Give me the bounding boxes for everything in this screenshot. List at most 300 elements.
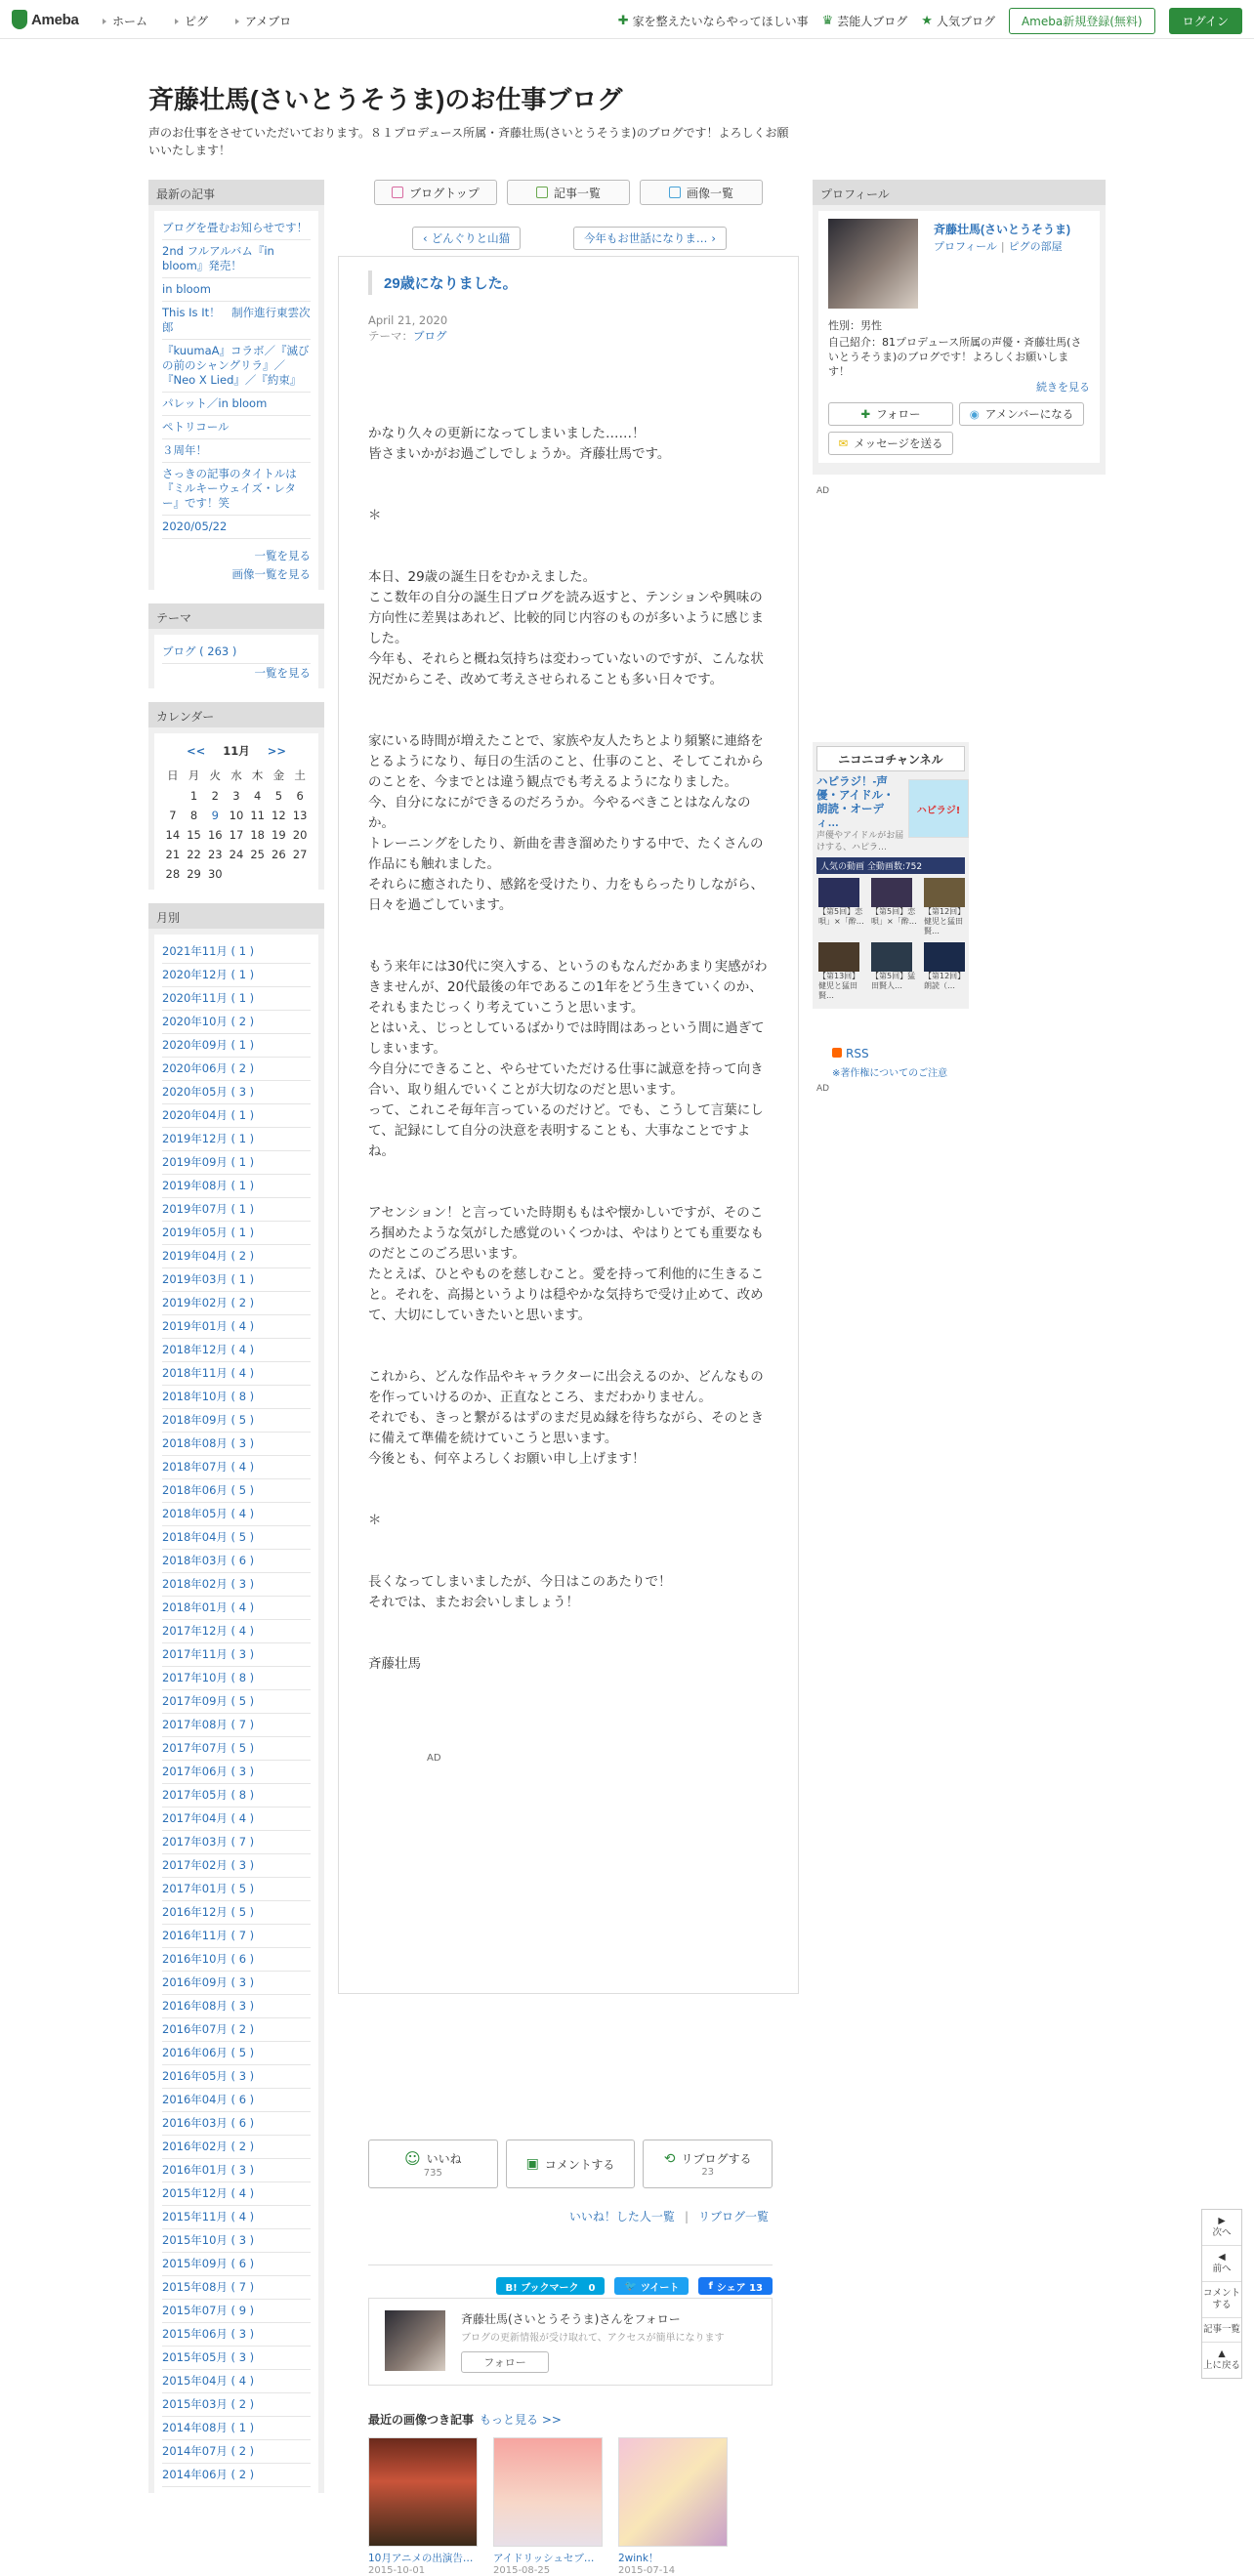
niconico-video-item[interactable]: [871, 942, 918, 1001]
archive-month-link[interactable]: 2015年11月 ( 4 ): [162, 2206, 311, 2229]
niconico-video-item[interactable]: [924, 878, 971, 936]
latest-entry-link[interactable]: 2nd フルアルバム『in bloom』発売！: [162, 240, 311, 278]
video-title: 【第12回】健児と猛田賢…: [924, 907, 966, 935]
archive-month-link[interactable]: 2016年05月 ( 3 ): [162, 2065, 311, 2089]
video-title: 【第5回】恋唄」×「酔…: [818, 907, 864, 926]
nav-home-link[interactable]: ホーム: [103, 13, 147, 29]
archive-month-link[interactable]: 2021年11月 ( 1 ): [162, 940, 311, 964]
archive-month-link[interactable]: 2017年07月 ( 5 ): [162, 1737, 311, 1761]
archive-month-link[interactable]: 2016年01月 ( 3 ): [162, 2159, 311, 2182]
archive-month-link[interactable]: 2015年07月 ( 9 ): [162, 2300, 311, 2323]
archive-month-link[interactable]: 2015年05月 ( 3 ): [162, 2347, 311, 2370]
archive-month-link[interactable]: 2019年09月 ( 1 ): [162, 1151, 311, 1175]
float-comment-button[interactable]: コメントする: [1202, 2282, 1241, 2318]
calendar-day: 26: [272, 848, 286, 861]
video-thumbnail: [924, 942, 965, 972]
archive-month-link[interactable]: 2015年10月 ( 3 ): [162, 2229, 311, 2253]
archive-month-link[interactable]: 2020年05月 ( 3 ): [162, 1081, 311, 1104]
recent-thumb-2[interactable]: [493, 2437, 603, 2576]
profile-avatar[interactable]: [828, 219, 918, 309]
profile-links: [934, 238, 1063, 254]
copyright-notice-link[interactable]: ※著作権についてのご注意: [832, 1068, 948, 1079]
archive-month-link[interactable]: 2017年03月 ( 7 ): [162, 1831, 311, 1854]
archive-month-link[interactable]: 2015年06月 ( 3 ): [162, 2323, 311, 2347]
facebook-icon: f: [708, 2280, 713, 2292]
follow-box-sub: ブログの更新情報が受け取れて、アクセスが簡単になります: [461, 2333, 725, 2344]
pigg-room-link[interactable]: ピグの部屋: [1008, 240, 1063, 253]
archive-month-link[interactable]: 2017年10月 ( 8 ): [162, 1667, 311, 1690]
calendar-day: 13: [292, 809, 308, 822]
niconico-channel-badge[interactable]: ハピラジ!: [908, 779, 969, 838]
calendar-day: 6: [296, 789, 304, 803]
calendar-day: 3: [232, 789, 240, 803]
archive-month-link[interactable]: 2020年04月 ( 1 ): [162, 1104, 311, 1128]
archive-header: 月別: [148, 903, 324, 929]
left-sidebar: [148, 180, 324, 2507]
facebook-share-button[interactable]: [698, 2277, 773, 2295]
archive-month-link[interactable]: 2014年06月 ( 2 ): [162, 2464, 311, 2487]
thumb-title: 2wink！: [618, 2553, 659, 2564]
archive-month-link[interactable]: 2020年12月 ( 1 ): [162, 964, 311, 987]
chevron-left-icon: ‹: [423, 231, 428, 245]
profile-intro: 自己紹介：81プロデュース所属の声優・斉藤壮馬(さいとうそうま)のブログです！よろしくお願いします！: [828, 336, 1082, 378]
calendar-weekday: 火: [209, 769, 221, 782]
article-title[interactable]: 29歳になりました。: [368, 270, 769, 295]
calendar-day: 5: [274, 789, 283, 803]
facebook-share-label: シェア 13: [716, 2282, 763, 2294]
calendar-prev-link[interactable]: <<: [186, 744, 206, 758]
archive-month-link[interactable]: 2019年07月 ( 1 ): [162, 1198, 311, 1222]
image-list-label: 画像一覧: [686, 186, 733, 200]
archive-month-link[interactable]: 2016年03月 ( 6 ): [162, 2112, 311, 2136]
ameba-logo-icon: [12, 10, 27, 29]
article-theme-prefix: テーマ：: [368, 329, 413, 343]
separator: |: [1000, 240, 1005, 253]
calendar-weekday: 金: [272, 769, 285, 782]
video-thumbnail: [924, 878, 965, 907]
float-top-label: 上に戻る: [1202, 2360, 1240, 2371]
next-article-label: 今年もお世話になりま…: [583, 231, 708, 245]
video-thumbnail: [871, 878, 912, 907]
celebrity-blog-label: 芸能人ブログ: [837, 15, 908, 28]
article-date: April 21, 2020: [368, 313, 448, 327]
archive-month-link[interactable]: 2016年11月 ( 7 ): [162, 1925, 311, 1948]
archive-month-link[interactable]: 2020年10月 ( 2 ): [162, 1011, 311, 1034]
archive-month-link[interactable]: 2019年08月 ( 1 ): [162, 1175, 311, 1198]
floating-nav: [1201, 2209, 1242, 2379]
thumb-date: 2015-10-01: [368, 2565, 426, 2576]
video-title: 【第12回】朗読（…: [924, 972, 966, 990]
archive-month-link[interactable]: 2018年05月 ( 4 ): [162, 1503, 311, 1526]
blog-top-button[interactable]: [374, 180, 497, 205]
calendar-day: [289, 864, 311, 884]
archive-month-link[interactable]: 2018年04月 ( 5 ): [162, 1526, 311, 1550]
archive-month-link[interactable]: 2017年02月 ( 3 ): [162, 1854, 311, 1878]
envelope-icon: ✉: [838, 436, 849, 450]
archive-month-link[interactable]: 2016年02月 ( 2 ): [162, 2136, 311, 2159]
niconico-video-item[interactable]: [818, 942, 865, 1001]
prev-article-label: どんぐりと山猫: [431, 231, 511, 245]
archive-month-link[interactable]: 2015年03月 ( 2 ): [162, 2393, 311, 2417]
blog-top-label: ブログトップ: [409, 186, 480, 200]
blog-header: [148, 80, 871, 159]
message-button[interactable]: [828, 432, 953, 455]
triangle-left-icon: ◀: [1218, 2252, 1226, 2263]
profile-inner: [818, 211, 1100, 463]
float-next-label: 次へ: [1212, 2227, 1232, 2238]
calendar-day: 1: [189, 789, 198, 803]
archive-month-link[interactable]: 2018年06月 ( 5 ): [162, 1479, 311, 1503]
calendar-day: 25: [250, 848, 265, 861]
thumb-title: 10月アニメの出演告…: [368, 2553, 474, 2564]
archive-month-link[interactable]: 2019年05月 ( 1 ): [162, 1222, 311, 1245]
twitter-icon: 🐦: [624, 2280, 637, 2292]
recent-image-entries: [368, 2411, 773, 2576]
recent-images-more-link[interactable]: もっと見る >>: [480, 2413, 562, 2427]
archive-month-link[interactable]: 2018年03月 ( 6 ): [162, 1550, 311, 1573]
archive-month-link[interactable]: 2015年04月 ( 4 ): [162, 2370, 311, 2393]
archive-month-link[interactable]: 2016年04月 ( 6 ): [162, 2089, 311, 2112]
calendar-day: 7: [169, 809, 177, 822]
calendar-day: 12: [272, 809, 286, 822]
calendar-weekday: 日: [167, 769, 179, 782]
main-content: [338, 180, 799, 2576]
profile-continue-link[interactable]: 続きを見る: [1036, 381, 1090, 394]
archive-month-link[interactable]: 2014年08月 ( 1 ): [162, 2417, 311, 2440]
calendar-day: 16: [207, 828, 223, 842]
video-count: 全動画数:752: [866, 862, 923, 872]
float-list-button[interactable]: 記事一覧: [1202, 2318, 1241, 2343]
entry-list-button[interactable]: [507, 180, 630, 205]
next-article-button[interactable]: [573, 227, 727, 250]
calendar-day: 2: [211, 789, 219, 803]
ameba-logo[interactable]: [12, 9, 79, 30]
image-list-button[interactable]: [640, 180, 763, 205]
reaction-links: [569, 2208, 769, 2224]
follow-box: [368, 2298, 773, 2386]
calendar-day: [226, 864, 247, 884]
profile-gender: 性別：男性: [828, 319, 882, 332]
recent-thumbnails: [368, 2437, 773, 2576]
archive-month-link[interactable]: 2017年01月 ( 5 ): [162, 1878, 311, 1901]
video-thumbnail: [871, 942, 912, 972]
plus-icon: ✚: [617, 14, 629, 28]
reblog-button[interactable]: [643, 2140, 773, 2188]
reblog-list-link[interactable]: リブログ一覧: [697, 2210, 769, 2223]
calendar-icon: [392, 187, 403, 198]
calendar-day: 27: [292, 848, 308, 861]
archive-month-link[interactable]: 2020年06月 ( 2 ): [162, 1058, 311, 1081]
follow-box-name: 斉藤壮馬(さいとうそうま)さんをフォロー: [461, 2312, 681, 2326]
calendar-day: 30: [207, 867, 223, 881]
archive-month-link[interactable]: 2018年02月 ( 3 ): [162, 1573, 311, 1597]
calendar-box: [148, 702, 324, 890]
archive-list: [154, 935, 318, 2493]
latest-entry-link[interactable]: This Is It！ 制作進行東雲次郎: [162, 302, 311, 340]
like-count: 735: [423, 2168, 442, 2179]
float-prev-button[interactable]: [1202, 2246, 1241, 2282]
amember-icon: ◉: [969, 407, 980, 421]
recent-thumb-3[interactable]: [618, 2437, 728, 2576]
calendar-day: 19: [272, 828, 286, 842]
archive-month-link[interactable]: 2018年01月 ( 4 ): [162, 1597, 311, 1620]
calendar-day: 17: [229, 828, 244, 842]
like-button[interactable]: [368, 2140, 498, 2188]
reblog-count: 23: [701, 2167, 715, 2178]
calendar: [154, 733, 318, 890]
archive-month-link[interactable]: 2017年08月 ( 7 ): [162, 1714, 311, 1737]
thumb-date: 2015-08-25: [493, 2565, 551, 2576]
thumb-title: アイドリッシュセブ…: [493, 2553, 595, 2564]
archive-month-link[interactable]: 2020年09月 ( 1 ): [162, 1034, 311, 1058]
comment-icon: ▣: [525, 2156, 539, 2172]
calendar-weekday: 水: [230, 769, 242, 782]
archive-month-link[interactable]: 2018年08月 ( 3 ): [162, 1433, 311, 1456]
calendar-day: 4: [254, 789, 262, 803]
niconico-video-item[interactable]: [818, 878, 865, 936]
calendar-day: 21: [165, 848, 181, 861]
login-button[interactable]: ログイン: [1169, 8, 1242, 34]
archive-month-link[interactable]: 2018年11月 ( 4 ): [162, 1362, 311, 1386]
article-pager: [338, 227, 799, 250]
archive-month-link[interactable]: 2018年12月 ( 4 ): [162, 1339, 311, 1362]
comment-label: コメントする: [544, 2157, 615, 2172]
reaction-buttons: [368, 2140, 773, 2188]
calendar-month: 11月: [223, 744, 250, 758]
niconico-channel-desc: 声優やアイドルがお届けする、ハピラ…: [816, 831, 904, 852]
calendar-day: 22: [187, 848, 201, 861]
crown-icon: ♛: [821, 14, 834, 28]
theme-item[interactable]: ブログ ( 263 ): [162, 641, 311, 664]
archive-month-link[interactable]: 2018年10月 ( 8 ): [162, 1386, 311, 1409]
calendar-day: 11: [250, 809, 265, 822]
theme-header: テーマ: [148, 603, 324, 629]
separator: |: [684, 2210, 689, 2223]
liked-by-link[interactable]: いいね！した人一覧: [568, 2210, 675, 2223]
archive-month-link[interactable]: 2018年09月 ( 5 ): [162, 1409, 311, 1433]
archive-month-link[interactable]: 2014年07月 ( 2 ): [162, 2440, 311, 2464]
float-prev-label: 前へ: [1212, 2264, 1232, 2274]
archive-month-link[interactable]: 2017年04月 ( 4 ): [162, 1807, 311, 1831]
list-icon: [536, 187, 548, 198]
latest-entries-box: [148, 180, 324, 590]
niconico-popular-bar: [816, 857, 965, 874]
calendar-day: 14: [165, 828, 181, 842]
archive-month-link[interactable]: 2017年06月 ( 3 ): [162, 1761, 311, 1784]
calendar-day: [269, 864, 290, 884]
prev-article-button[interactable]: [412, 227, 521, 250]
calendar-day: 15: [187, 828, 201, 842]
niconico-video-item[interactable]: [924, 942, 971, 1001]
ad-label: AD: [816, 1084, 830, 1094]
latest-more-link[interactable]: 一覧を見る: [254, 549, 311, 562]
calendar-header: カレンダー: [148, 702, 324, 727]
article-body: かなり久々の更新になってしまいました……！ 皆さまいかがお過ごしでしょうか。斉藤壮馬です。 ＊ 本日、29歳の誕生日をむかえました。 ここ数年の自分の誕生日ブログを読み返すと、テンションや興味の方向性に差異はあれど、比較的同じ内容のものが多いように感じました。 今年も、それらと概ね気持ちは変わっていないのですが、こんな状況だからこそ、改めて考えさせられることも多い日々です。 家にいる時間が増えたことで、家族や友人たちとより頻繁に連絡をとるようになり、毎日の生活のこと、仕事のこと、そしてこれからのことを、今までとは違う観点でも考えるようになりました。 今、自分になにができるのだろうか。今やるべきことはなんなのか。 トレーニングをしたり、新曲を書き溜めたりする中で、たくさんの作品にも触れました。 それらに癒されたり、感銘を受けたり、力をもらったりしながら、日々を過ごしています。 もう来年には30代に突入する、というのもなんだかあまり実感がわきませんが、20代最後の年であるこの1年をどう生きていくのか、それもまたじっくり考えていこうと思います。 とはいえ、じっとしているばかりでは時間はあっという間に過ぎてしまいます。 今自分にできること、やらせていただける仕事に誠意を持って向き合い、取り組んでいくことが大切なのだと思います。 って、これこそ毎年言っているのだけど。でも、こうして言葉にして、記録にして自分の決意を表明することも、大事なことですよね。 アセンション！と言っていた時期ももはや懐かしいですが、そのころ掴めたような気がした感覚のいくつかは、やはりとても重要なものだとこのごろ思います。 たとえば、ひとやものを慈しむこと。愛を持って利他的に生きること。それを、高揚というよりは穏やかな気持ちで受け止めて、改めて、大切にしていきたいと思います。 これから、どんな作品やキャラクターに出会えるのか、どんなものを作っていけるのか、正直なところ、まだわかりません。 それでも、きっと繋がるはずのまだ見ぬ縁を待ちながら、そのときに備えて準備を続けていこうと思います。 今後とも、何卒よろしくお願い申し上げます！ ＊ 長くなってしまいましたが、今日はこのあたりで！ それでは、またお会いしましょう！ 斉藤壮馬: [368, 426, 768, 1672]
calendar-day: 20: [292, 828, 308, 842]
archive-month-link[interactable]: 2019年03月 ( 1 ): [162, 1268, 311, 1292]
comment-button[interactable]: [506, 2140, 636, 2188]
calendar-day: [162, 786, 184, 806]
register-button[interactable]: Ameba新規登録(無料): [1009, 8, 1155, 34]
video-title: 【第5回】猛田賢人…: [871, 972, 916, 990]
float-next-button[interactable]: [1202, 2210, 1241, 2246]
archive-month-link[interactable]: 2017年09月 ( 5 ): [162, 1690, 311, 1714]
reblog-label: リブログする: [681, 2152, 752, 2166]
archive-month-link[interactable]: 2017年12月 ( 4 ): [162, 1620, 311, 1643]
top-navigation-bar: [0, 0, 1254, 39]
article: [338, 256, 799, 2576]
profile-name[interactable]: 斉藤壮馬(さいとうそうま): [934, 223, 1070, 236]
latest-entry-link[interactable]: ブログを畳むお知らせです！: [162, 217, 311, 240]
blog-description: 声のお仕事をさせていただいております。８１プロデュース所属・斉藤壮馬(さいとうそうま)のブログです！よろしくお願いいたします！: [148, 126, 789, 157]
archive-month-link[interactable]: 2016年12月 ( 5 ): [162, 1901, 311, 1925]
theme-list: [154, 635, 318, 688]
follow-box-button[interactable]: フォロー: [461, 2351, 549, 2373]
entry-list-label: 記事一覧: [553, 186, 601, 200]
calendar-day: 28: [165, 867, 181, 881]
theme-box: [148, 603, 324, 688]
celebrity-blog-link[interactable]: [822, 13, 908, 29]
tweet-label: ツイート: [640, 2282, 680, 2294]
profile-box: [813, 180, 1106, 475]
rss-label: RSS: [846, 1047, 869, 1060]
latest-entries-list: [154, 211, 318, 590]
chevron-right-icon: ›: [711, 231, 716, 245]
archive-month-link[interactable]: 2015年12月 ( 4 ): [162, 2182, 311, 2206]
recent-images-header: [368, 2411, 773, 2428]
like-label: いいね: [426, 2152, 462, 2166]
archive-month-link[interactable]: 2015年09月 ( 6 ): [162, 2253, 311, 2276]
archive-month-link[interactable]: 2017年11月 ( 3 ): [162, 1643, 311, 1667]
latest-entry-link[interactable]: ペトリコール: [162, 416, 311, 439]
archive-month-link[interactable]: 2016年08月 ( 3 ): [162, 1995, 311, 2018]
niconico-logo[interactable]: ニコニコチャンネル: [816, 746, 965, 771]
hatena-bookmark-button[interactable]: B! ブックマーク 0: [496, 2277, 606, 2295]
archive-month-link[interactable]: 2016年07月 ( 2 ): [162, 2018, 311, 2042]
archive-month-link[interactable]: 2019年01月 ( 4 ): [162, 1315, 311, 1339]
profile-link[interactable]: プロフィール: [934, 240, 997, 253]
image-list-more-link[interactable]: 画像一覧を見る: [231, 567, 311, 581]
niconico-videos: [816, 874, 965, 1005]
article-theme: [368, 328, 769, 344]
calendar-month-row: [162, 739, 311, 765]
follow-label: フォロー: [876, 407, 921, 421]
ameba-logo-text: Ameba: [31, 11, 79, 28]
niconico-video-item[interactable]: [871, 878, 918, 936]
triangle-right-icon: ▶: [1218, 2216, 1226, 2226]
archive-month-link[interactable]: 2020年11月 ( 1 ): [162, 987, 311, 1011]
latest-entry-link[interactable]: ３周年！: [162, 439, 311, 463]
camera-icon: [669, 187, 681, 198]
niconico-widget: [813, 742, 969, 1009]
rss-icon: [832, 1048, 842, 1058]
triangle-up-icon: ▲: [1218, 2348, 1226, 2359]
message-label: メッセージを送る: [854, 436, 943, 450]
float-top-button[interactable]: [1202, 2343, 1241, 2378]
theme-more-link[interactable]: 一覧を見る: [254, 666, 311, 680]
blog-nav-buttons: [338, 180, 799, 205]
calendar-day: 8: [189, 809, 198, 822]
calendar-weekday: 木: [251, 769, 264, 782]
archive-month-link[interactable]: 2016年10月 ( 6 ): [162, 1948, 311, 1972]
promo-link-label: 家を整えたいならやってほしい事: [632, 15, 809, 28]
nav-ameblo-link[interactable]: アメブロ: [235, 13, 291, 29]
archive-month-link[interactable]: 2019年02月 ( 2 ): [162, 1292, 311, 1315]
niconico-channel-title[interactable]: ハピラジ！-声優・アイドル・朗読・オーディ…: [816, 776, 895, 829]
calendar-day: 29: [187, 867, 201, 881]
amember-button[interactable]: [959, 402, 1084, 426]
rss-link[interactable]: [832, 1047, 869, 1060]
calendar-day: 18: [250, 828, 265, 842]
ad-label: AD: [816, 486, 830, 496]
popular-label: 人気の動画: [820, 862, 865, 872]
archive-box: [148, 903, 324, 2493]
nav-pigg-link[interactable]: ピグ: [175, 13, 208, 29]
profile-follow-button[interactable]: [828, 402, 953, 426]
latest-entry-link[interactable]: 2020/05/22: [162, 516, 311, 539]
calendar-weekday: 月: [188, 769, 200, 782]
latest-entries-header: 最新の記事: [148, 180, 324, 205]
archive-month-link[interactable]: 2015年08月 ( 7 ): [162, 2276, 311, 2300]
calendar-grid: [162, 765, 311, 884]
latest-entry-link[interactable]: in bloom: [162, 278, 311, 302]
thumb-date: 2015-07-14: [618, 2565, 676, 2576]
archive-month-link[interactable]: 2019年12月 ( 1 ): [162, 1128, 311, 1151]
recent-images-title: 最近の画像つき記事: [368, 2413, 475, 2427]
archive-month-link[interactable]: 2016年06月 ( 5 ): [162, 2042, 311, 2065]
archive-month-link[interactable]: 2016年09月 ( 3 ): [162, 1972, 311, 1995]
author-avatar[interactable]: [385, 2310, 445, 2371]
video-thumbnail: [818, 942, 859, 972]
follow-box-text: [461, 2310, 725, 2373]
share-buttons: [368, 2264, 773, 2295]
thumb-image: [368, 2437, 478, 2547]
ad-label: AD: [427, 1753, 441, 1764]
video-thumbnail: [818, 878, 859, 907]
top-right-area: [618, 8, 1242, 34]
calendar-weekday: 土: [294, 769, 306, 782]
calendar-day[interactable]: 9: [211, 809, 219, 822]
blog-title[interactable]: 斉藤壮馬(さいとうそうま)のお仕事ブログ: [148, 85, 623, 114]
latest-entry-link[interactable]: さっきの記事のタイトルは『ミルキーウェイズ・レター』です！笑: [162, 463, 311, 516]
reblog-icon: ⟲: [663, 2150, 676, 2167]
smile-icon: ☺: [403, 2149, 421, 2168]
profile-header: プロフィール: [813, 180, 1106, 205]
popular-blog-label: 人気ブログ: [936, 15, 995, 28]
right-sidebar: [813, 180, 1106, 475]
thumb-image: [493, 2437, 603, 2547]
thumb-image: [618, 2437, 728, 2547]
archive-month-link[interactable]: 2018年07月 ( 4 ): [162, 1456, 311, 1479]
promo-link[interactable]: [618, 13, 809, 29]
latest-entry-link[interactable]: 『kuumaA』コラボ／『滅びの前のシャングリラ』／『Neo X Lied』／『約束』: [162, 340, 311, 393]
video-title: 【第13回】健児と猛田賢…: [818, 972, 860, 1000]
profile-buttons: [828, 402, 1090, 455]
calendar-day: 23: [207, 848, 223, 861]
tweet-button[interactable]: [614, 2277, 689, 2295]
archive-month-link[interactable]: 2019年04月 ( 2 ): [162, 1245, 311, 1268]
star-icon: ★: [921, 14, 933, 28]
popular-blog-link[interactable]: [921, 13, 995, 29]
latest-entry-link[interactable]: パレット／in bloom: [162, 393, 311, 416]
calendar-day: 24: [229, 848, 244, 861]
archive-month-link[interactable]: 2017年05月 ( 8 ): [162, 1784, 311, 1807]
article-theme-link[interactable]: ブログ: [413, 329, 447, 343]
recent-thumb-1[interactable]: [368, 2437, 478, 2576]
calendar-day: [247, 864, 269, 884]
calendar-next-link[interactable]: >>: [267, 744, 287, 758]
video-title: 【第5回】恋唄」×「酔…: [871, 907, 917, 926]
